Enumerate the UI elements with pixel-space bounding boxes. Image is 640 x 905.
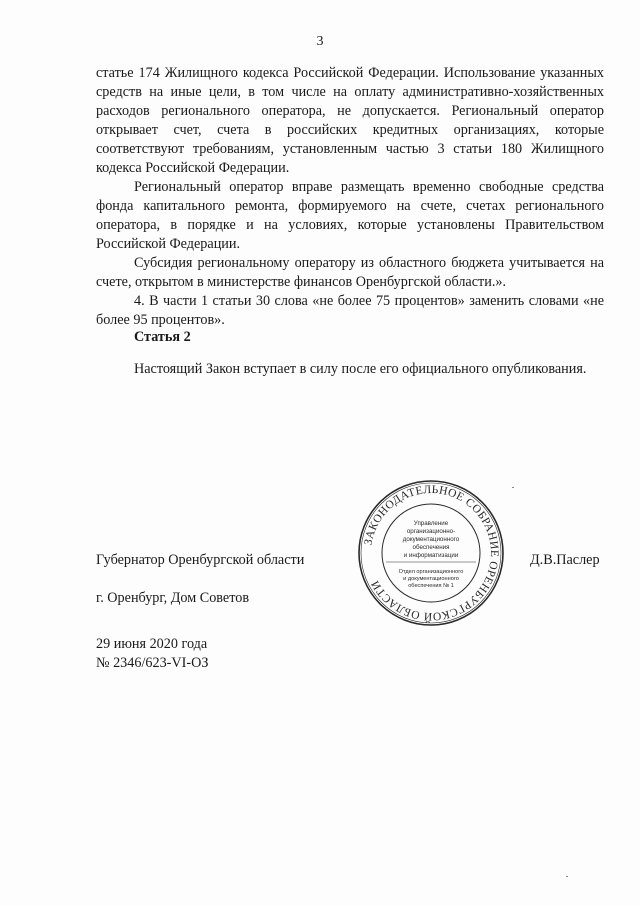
stamp-center-line: документационного — [402, 536, 460, 543]
paragraph-1: статье 174 Жилищного кодекса Российской Федерации. Использование указанных средств на иные цели, в том числе на оплату административно-хозяйственных расходов регионального оператора, не допускается. Региональный оператор открывает счет, счета в российских кредитных организациях, которые соответствуют требованиям, установленным частью 3 статьи 180 Жилищного кодекса Российской Федерации. — [96, 65, 604, 176]
governor-title: Губернатор Оренбургской области — [96, 552, 305, 568]
governor-name: Д.В.Паслер — [530, 552, 600, 568]
signing-date: 29 июня 2020 года — [96, 636, 208, 652]
article-heading: Статья 2 — [134, 329, 191, 345]
signing-place: г. Оренбург, Дом Советов — [96, 590, 250, 606]
paragraph-4: 4. В части 1 статьи 30 слова «не более 75 процентов» заменить словами «не более 95 процентов». — [96, 293, 604, 328]
stamp-center-line: и информатизации — [403, 552, 459, 559]
scan-speck — [512, 487, 514, 488]
stamp-center-line: обеспечения — [412, 544, 450, 551]
stamp-ring-text: ЗАКОНОДАТЕЛЬНОЕ СОБРАНИЕ ОРЕНБУРГСКОЙ ОБЛАСТИ — [362, 483, 501, 623]
stamp-department-line: и документационного — [403, 576, 459, 582]
law-number: № 2346/623-VI-ОЗ — [96, 655, 209, 671]
paragraph-3: Субсидия региональному оператору из областного бюджета учитывается на счете, открытом в министерстве финансов Оренбургской области.». — [96, 255, 604, 290]
official-stamp — [356, 478, 506, 628]
stamp-center-line: Управление — [413, 520, 449, 527]
page-number: 3 — [316, 34, 324, 49]
article-text: Настоящий Закон вступает в силу после его официального опубликования. — [134, 361, 587, 377]
scan-speck — [566, 876, 568, 877]
stamp-department-line: Отдел организационного — [398, 569, 464, 575]
stamp-center-line: организационно- — [406, 528, 456, 535]
stamp-department-line: обеспечения № 1 — [408, 583, 454, 589]
body-text — [96, 64, 604, 330]
paragraph-2: Региональный оператор вправе размещать временно свободные средства фонда капитального ремонта, формируемого на счете, счетах регионального оператора, в порядке и на условиях, которые установлены Правительством Российской Федерации. — [96, 179, 604, 252]
